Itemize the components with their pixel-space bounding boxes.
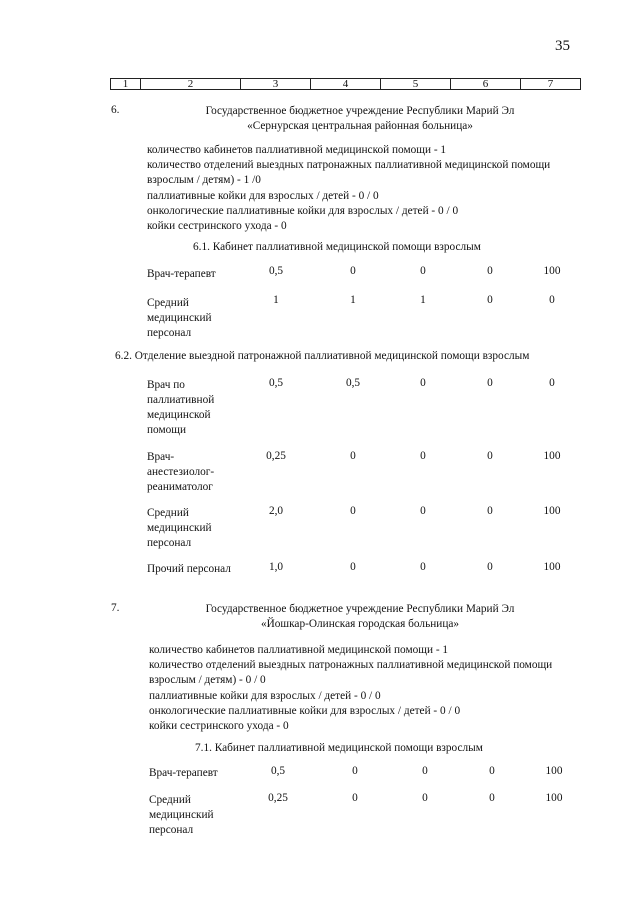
column-header: 4 bbox=[311, 79, 381, 90]
institution-info bbox=[147, 143, 587, 234]
staff-role: Средний медицинский персонал bbox=[149, 794, 214, 836]
column-header-table bbox=[110, 78, 581, 90]
column-header: 1 bbox=[111, 79, 141, 90]
info-line: количество кабинетов паллиативной медицинской помощи - 1 bbox=[149, 644, 449, 656]
info-line: койки сестринского ухода - 0 bbox=[149, 720, 289, 733]
staff-role: Прочий персонал bbox=[147, 563, 231, 575]
table-cell: 0 bbox=[422, 765, 428, 777]
table-cell: 0 bbox=[420, 450, 426, 462]
institution-title-line: Государственное бюджетное учреждение Республики Марий Эл bbox=[205, 105, 515, 117]
table-cell: 1,0 bbox=[268, 561, 284, 573]
column-header: 6 bbox=[451, 79, 521, 90]
staff-role: Средний медицинский персонал bbox=[147, 507, 212, 549]
table-cell: 1 bbox=[420, 294, 426, 306]
section-number: 6. bbox=[111, 104, 120, 116]
table-cell: 0 bbox=[549, 294, 555, 306]
table-cell: 0 bbox=[422, 792, 428, 804]
table-cell: 0 bbox=[487, 294, 493, 306]
table-cell: 0 bbox=[489, 765, 495, 777]
institution-title-line: «Сернурская центральная районная больница» bbox=[247, 120, 473, 132]
institution-title-line: «Йошкар-Олинская городская больница» bbox=[260, 618, 460, 630]
table-cell: 0,25 bbox=[266, 450, 286, 462]
table-cell: 0,5 bbox=[268, 265, 284, 277]
staff-role: Врач-терапевт bbox=[149, 767, 218, 779]
table-cell: 1 bbox=[350, 294, 356, 306]
table-cell: 100 bbox=[543, 450, 561, 462]
table-cell: 0 bbox=[420, 505, 426, 517]
subsection-title: 6.2. Отделение выездной патронажной паллиативной медицинской помощи взрослым bbox=[115, 350, 530, 362]
institution-title bbox=[150, 104, 570, 134]
column-header: 7 bbox=[521, 79, 581, 90]
table-cell: 0,5 bbox=[345, 377, 361, 389]
info-line: количество отделений выездных патронажных паллиативной медицинской помощи взрослым / детям) - 0 / 0 bbox=[149, 659, 553, 687]
table-cell: 0 bbox=[489, 792, 495, 804]
column-header: 3 bbox=[241, 79, 311, 90]
table-cell: 1 bbox=[273, 294, 279, 306]
staff-role: Врач по паллиативной медицинской помощи bbox=[147, 379, 215, 436]
table-cell: 0 bbox=[420, 377, 426, 389]
info-line: койки сестринского ухода - 0 bbox=[147, 220, 287, 233]
column-header: 2 bbox=[141, 79, 241, 90]
info-line: паллиативные койки для взрослых / детей - 0 / 0 bbox=[147, 189, 379, 202]
info-line: онкологические паллиативные койки для взрослых / детей - 0 / 0 bbox=[149, 704, 461, 717]
institution-info bbox=[149, 643, 589, 734]
table-cell: 0 bbox=[487, 450, 493, 462]
table-cell: 0 bbox=[420, 561, 426, 573]
table-cell: 0 bbox=[350, 505, 356, 517]
table-cell: 100 bbox=[543, 505, 561, 517]
table-cell: 100 bbox=[543, 265, 561, 277]
table-cell: 0 bbox=[487, 377, 493, 389]
info-line: количество отделений выездных патронажных паллиативной медицинской помощи взрослым / детям) - 1 /0 bbox=[147, 159, 551, 187]
table-cell: 100 bbox=[543, 561, 561, 573]
table-cell: 0 bbox=[420, 265, 426, 277]
table-cell: 2,0 bbox=[268, 505, 284, 517]
table-cell: 0 bbox=[350, 265, 356, 277]
subsection-title: 7.1. Кабинет паллиативной медицинской помощи взрослым bbox=[195, 742, 483, 754]
table-cell: 0 bbox=[350, 561, 356, 573]
table-cell: 0 bbox=[549, 377, 555, 389]
table-cell: 100 bbox=[545, 765, 563, 777]
info-line: онкологические паллиативные койки для взрослых / детей - 0 / 0 bbox=[147, 204, 459, 217]
table-cell: 0 bbox=[487, 561, 493, 573]
table-cell: 0 bbox=[487, 505, 493, 517]
institution-title bbox=[150, 602, 570, 632]
table-cell: 0,5 bbox=[268, 377, 284, 389]
table-cell: 0,5 bbox=[270, 765, 286, 777]
column-header: 5 bbox=[381, 79, 451, 90]
section-number: 7. bbox=[111, 602, 120, 614]
page-number: 35 bbox=[555, 38, 570, 54]
institution-title-line: Государственное бюджетное учреждение Республики Марий Эл bbox=[205, 603, 515, 615]
staff-role: Врач-терапевт bbox=[147, 268, 216, 280]
subsection-title: 6.1. Кабинет паллиативной медицинской помощи взрослым bbox=[193, 241, 481, 253]
table-cell: 100 bbox=[545, 792, 563, 804]
table-cell: 0 bbox=[350, 450, 356, 462]
info-line: количество кабинетов паллиативной медицинской помощи - 1 bbox=[147, 144, 447, 156]
staff-role: Средний медицинский персонал bbox=[147, 297, 212, 339]
staff-role: Врач-анестезиолог-реаниматолог bbox=[147, 451, 215, 493]
table-cell: 0 bbox=[352, 765, 358, 777]
table-cell: 0 bbox=[487, 265, 493, 277]
info-line: паллиативные койки для взрослых / детей - 0 / 0 bbox=[149, 689, 381, 702]
table-cell: 0 bbox=[352, 792, 358, 804]
table-cell: 0,25 bbox=[268, 792, 288, 804]
